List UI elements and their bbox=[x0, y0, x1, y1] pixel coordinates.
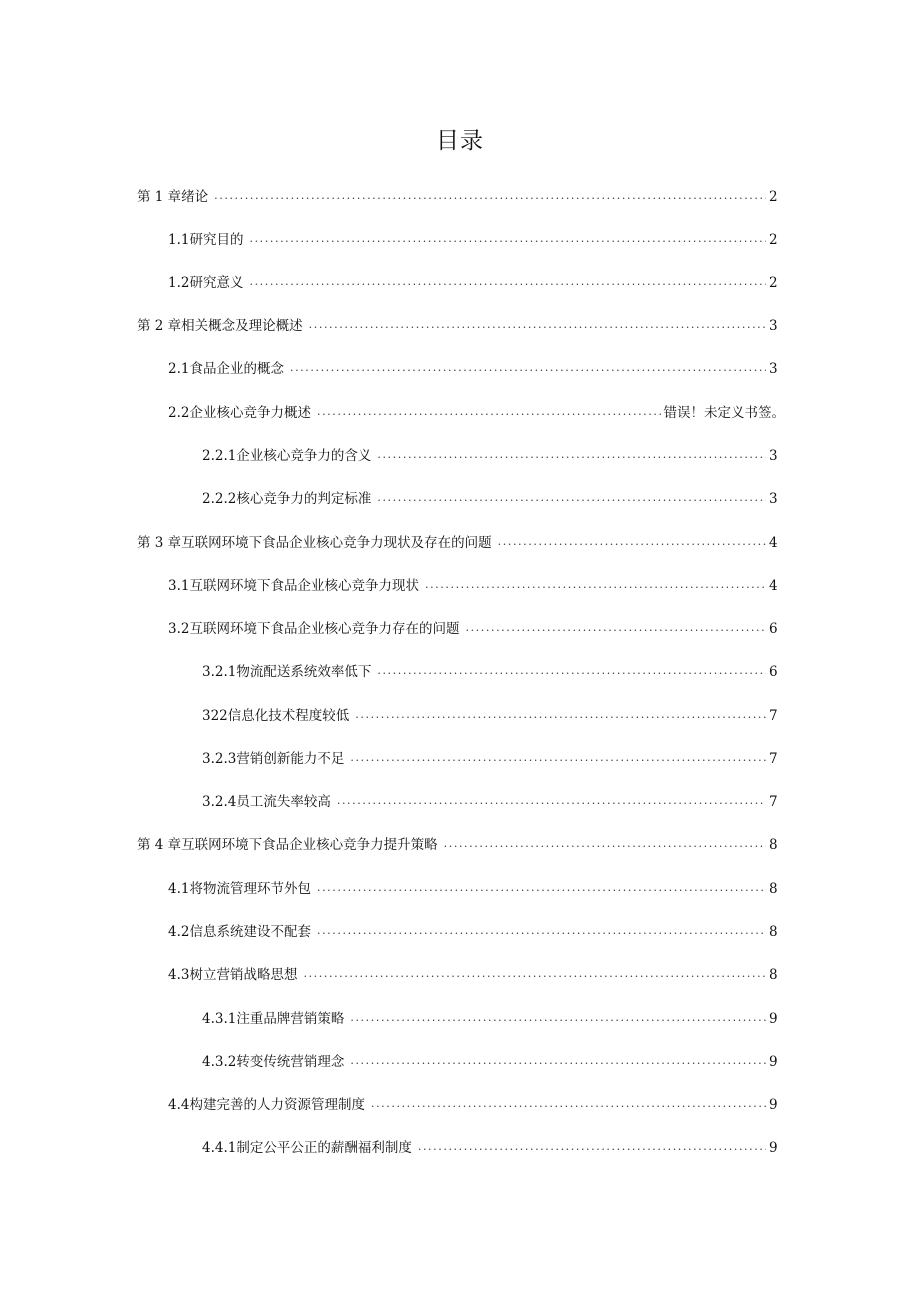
toc-entry-section[interactable] bbox=[0, 1095, 920, 1115]
toc-entry-label: 注重品牌营销策略 bbox=[236, 1011, 345, 1027]
toc-entry-number: 第 2 章 bbox=[137, 318, 182, 334]
toc-entry-page: 7 bbox=[769, 708, 778, 724]
toc-entry-label: 研究目的 bbox=[189, 232, 244, 248]
toc-entry-subsection[interactable] bbox=[0, 1138, 920, 1158]
toc-leader-dots bbox=[249, 229, 766, 249]
toc-entry-number: 4.4.1 bbox=[202, 1140, 237, 1156]
toc-entry-number: 4.1 bbox=[168, 881, 190, 897]
toc-entry-subsection[interactable] bbox=[0, 706, 920, 726]
toc-entry-label: 树立营销战略思想 bbox=[189, 967, 298, 983]
toc-entry-page: 6 bbox=[769, 621, 778, 637]
toc-leader-dots bbox=[317, 921, 766, 941]
toc-entry-number: 1.2 bbox=[168, 275, 190, 291]
toc-leader-dots bbox=[337, 791, 766, 811]
toc-entry-page: 2 bbox=[769, 232, 778, 248]
toc-entry-page: 4 bbox=[769, 578, 778, 594]
toc-entry-page: 7 bbox=[769, 751, 778, 767]
toc-entry-number: 第 1 章 bbox=[137, 189, 182, 205]
toc-leader-dots bbox=[317, 878, 766, 898]
toc-leader-dots bbox=[350, 1008, 766, 1028]
toc-leader-dots bbox=[290, 358, 766, 378]
toc-entry-page: 8 bbox=[769, 967, 778, 983]
toc-entry-page: 8 bbox=[769, 837, 778, 853]
toc-entry-number: 4.4 bbox=[168, 1097, 190, 1113]
toc-entry-section[interactable] bbox=[0, 359, 920, 379]
toc-entry-label: 互联网环境下食品企业核心竞争力现状及存在的问题 bbox=[181, 535, 492, 551]
toc-entry-number: 2.2.1 bbox=[202, 448, 237, 464]
toc-entry-chapter[interactable] bbox=[0, 835, 920, 855]
toc-entry-section[interactable] bbox=[0, 619, 920, 639]
toc-entry-page: 3 bbox=[769, 448, 778, 464]
toc-leader-dots bbox=[498, 532, 766, 552]
toc-entry-number: 2.2.2 bbox=[202, 491, 237, 507]
toc-entry-label: 互联网环境下食品企业核心竞争力现状 bbox=[189, 578, 419, 594]
toc-entry-subsection[interactable] bbox=[0, 792, 920, 812]
toc-entry-label: 企业核心竞争力的含义 bbox=[236, 448, 372, 464]
toc-entry-section[interactable] bbox=[0, 922, 920, 942]
toc-entry-page: 2 bbox=[769, 275, 778, 291]
toc-entry-subsection[interactable] bbox=[0, 489, 920, 509]
toc-entry-label: 信息系统建设不配套 bbox=[189, 924, 311, 940]
toc-leader-dots bbox=[350, 1051, 766, 1071]
toc-entry-section[interactable] bbox=[0, 879, 920, 899]
toc-entry-page: 9 bbox=[769, 1097, 778, 1113]
toc-entry-page: 3 bbox=[769, 491, 778, 507]
toc-entry-label: 核心竞争力的判定标准 bbox=[236, 491, 372, 507]
toc-entry-subsection[interactable] bbox=[0, 1052, 920, 1072]
toc-entry-number: 3.1 bbox=[168, 578, 190, 594]
toc-entry-page: 3 bbox=[769, 361, 778, 377]
toc-entry-page: 9 bbox=[769, 1140, 778, 1156]
toc-leader-dots bbox=[355, 705, 766, 725]
toc-entry-number: 3.2.4 bbox=[202, 794, 237, 810]
toc-entry-number: 3.2 bbox=[168, 621, 190, 637]
toc-entry-label: 员工流失率较高 bbox=[236, 794, 331, 810]
toc-entry-number: 4.3 bbox=[168, 967, 190, 983]
toc-entry-chapter[interactable] bbox=[0, 316, 920, 336]
toc-entry-label: 物流配送系统效率低下 bbox=[236, 664, 372, 680]
toc-leader-dots bbox=[214, 186, 766, 206]
toc-leader-dots bbox=[377, 488, 766, 508]
toc-entry-page: 7 bbox=[769, 794, 778, 810]
toc-entry-page: 3 bbox=[769, 318, 778, 334]
toc-entry-number: 2.1 bbox=[168, 361, 190, 377]
toc-entry-page-error: 错误！未定义书签。 bbox=[663, 405, 785, 421]
toc-entry-section[interactable] bbox=[0, 230, 920, 250]
toc-leader-dots bbox=[303, 964, 766, 984]
toc-entry-label: 绪论 bbox=[181, 189, 209, 205]
toc-entry-section[interactable] bbox=[0, 273, 920, 293]
toc-entry-page: 9 bbox=[769, 1011, 778, 1027]
toc-entry-label: 信息化技术程度较低 bbox=[227, 708, 350, 724]
toc-entry-label: 将物流管理环节外包 bbox=[189, 881, 311, 897]
toc-entry-section[interactable] bbox=[0, 403, 920, 423]
toc-leader-dots bbox=[444, 834, 766, 854]
toc-entry-section[interactable] bbox=[0, 576, 920, 596]
toc-entry-label: 制定公平公正的薪酬福利制度 bbox=[236, 1140, 412, 1156]
toc-entry-section[interactable] bbox=[0, 965, 920, 985]
toc-entry-page: 6 bbox=[769, 664, 778, 680]
toc-entry-label: 互联网环境下食品企业核心竞争力存在的问题 bbox=[189, 621, 460, 637]
toc-entry-number: 第 3 章 bbox=[137, 535, 182, 551]
toc-entry-label: 转变传统营销理念 bbox=[236, 1054, 345, 1070]
toc-entry-label: 研究意义 bbox=[189, 275, 244, 291]
toc-entry-number: 3.2.3 bbox=[202, 751, 237, 767]
toc-entry-label: 相关概念及理论概述 bbox=[181, 318, 303, 334]
toc-leader-dots bbox=[377, 445, 766, 465]
toc-entry-number: 1.1 bbox=[168, 232, 190, 248]
toc-entry-subsection[interactable] bbox=[0, 446, 920, 466]
toc-entry-page: 4 bbox=[769, 535, 778, 551]
toc-entry-number: 4.3.1 bbox=[202, 1011, 237, 1027]
toc-leader-dots bbox=[377, 661, 766, 681]
toc-entry-number: 第 4 章 bbox=[137, 837, 182, 853]
toc-entry-label: 营销创新能力不足 bbox=[236, 751, 345, 767]
toc-entry-page: 8 bbox=[769, 924, 778, 940]
toc-leader-dots bbox=[309, 315, 766, 335]
toc-leader-dots bbox=[350, 748, 766, 768]
toc-leader-dots bbox=[465, 618, 766, 638]
toc-leader-dots bbox=[317, 402, 662, 422]
toc-entry-label: 食品企业的概念 bbox=[189, 361, 284, 377]
toc-entry-number: 4.2 bbox=[168, 924, 190, 940]
toc-leader-dots bbox=[371, 1094, 766, 1114]
toc-entry-label: 互联网环境下食品企业核心竞争力提升策略 bbox=[181, 837, 438, 853]
toc-leader-dots bbox=[418, 1137, 766, 1157]
toc-entry-number: 4.3.2 bbox=[202, 1054, 237, 1070]
toc-entry-subsection[interactable] bbox=[0, 749, 920, 769]
toc-entry-subsection[interactable] bbox=[0, 1009, 920, 1029]
toc-entry-number: 322 bbox=[202, 708, 228, 724]
toc-entry-chapter[interactable] bbox=[0, 533, 920, 553]
toc-entry-page: 9 bbox=[769, 1054, 778, 1070]
toc-entry-number: 2.2 bbox=[168, 405, 190, 421]
toc-entry-label: 企业核心竞争力概述 bbox=[189, 405, 311, 421]
toc-entry-number: 3.2.1 bbox=[202, 664, 237, 680]
toc-leader-dots bbox=[425, 575, 766, 595]
toc-entry-page: 2 bbox=[769, 189, 778, 205]
toc-entry-chapter[interactable] bbox=[0, 187, 920, 207]
toc-entry-page: 8 bbox=[769, 881, 778, 897]
toc-leader-dots bbox=[249, 272, 766, 292]
toc-title: 目录 bbox=[436, 128, 484, 154]
toc-entry-subsection[interactable] bbox=[0, 662, 920, 682]
toc-entry-label: 构建完善的人力资源管理制度 bbox=[189, 1097, 365, 1113]
